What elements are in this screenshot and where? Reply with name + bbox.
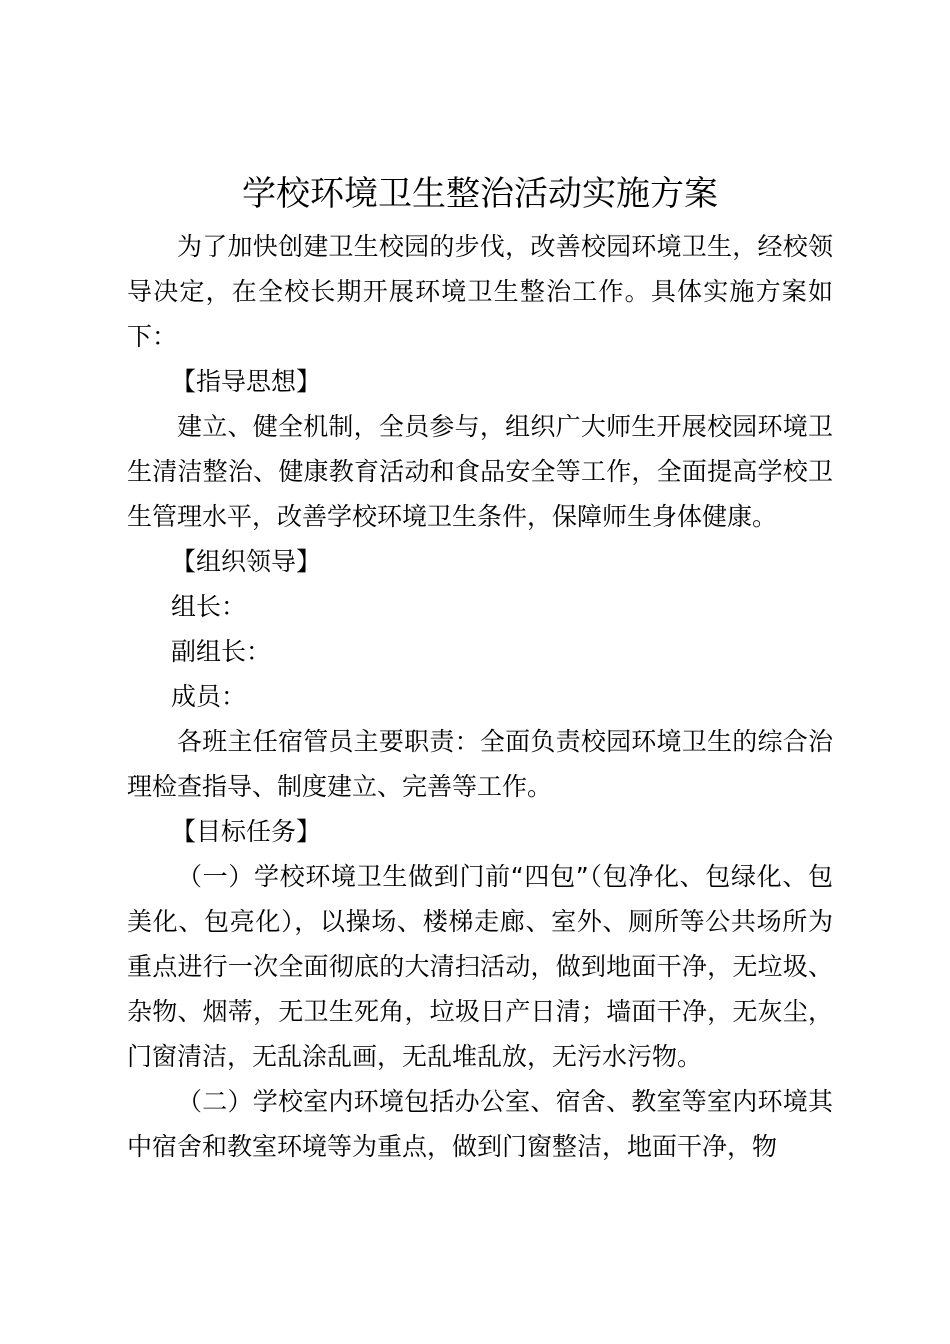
intro-paragraph: 为了加快创建卫生校园的步伐，改善校园环境卫生，经校领导决定，在全校长期开展环境卫生整治工作。具体实施方案如下： (127, 232, 833, 351)
goal-item-1: （一）学校环境卫生做到门前“四包”（包净化、包绿化、包美化、包亮化），以操场、楼梯走廊、室外、厕所等公共场所为重点进行一次全面彻底的大清扫活动，做到地面干净，无垃圾、杂物、烟蒂，无卫生死角，垃圾日产日清；墙面干净，无灰尘，门窗清洁，无乱涂乱画，无乱堆乱放，无污水污物。 (127, 862, 833, 1071)
deputy-leader-line: 副组长： (171, 637, 272, 666)
section-heading-guiding: 【指导思想】 (171, 367, 322, 396)
section-heading-goals: 【目标任务】 (171, 817, 322, 846)
guiding-paragraph: 建立、健全机制，全员参与，组织广大师生开展校园环境卫生清洁整治、健康教育活动和食品安全等工作，全面提高学校卫生管理水平，改善学校环境卫生条件，保障师生身体健康。 (127, 412, 833, 531)
document-title: 学校环境卫生整治活动实施方案 (242, 174, 718, 214)
leader-line: 组长： (171, 592, 247, 621)
duties-paragraph: 各班主任宿管员主要职责：全面负责校园环境卫生的综合治理检查指导、制度建立、完善等工作。 (127, 727, 833, 801)
document-page (127, 170, 833, 1169)
section-heading-organization: 【组织领导】 (171, 547, 322, 576)
members-line: 成员： (171, 682, 247, 711)
goal-item-2: （二）学校室内环境包括办公室、宿舍、教室等室内环境其中宿舍和教室环境等为重点，做到门窗整洁，地面干净，物 (127, 1087, 833, 1161)
